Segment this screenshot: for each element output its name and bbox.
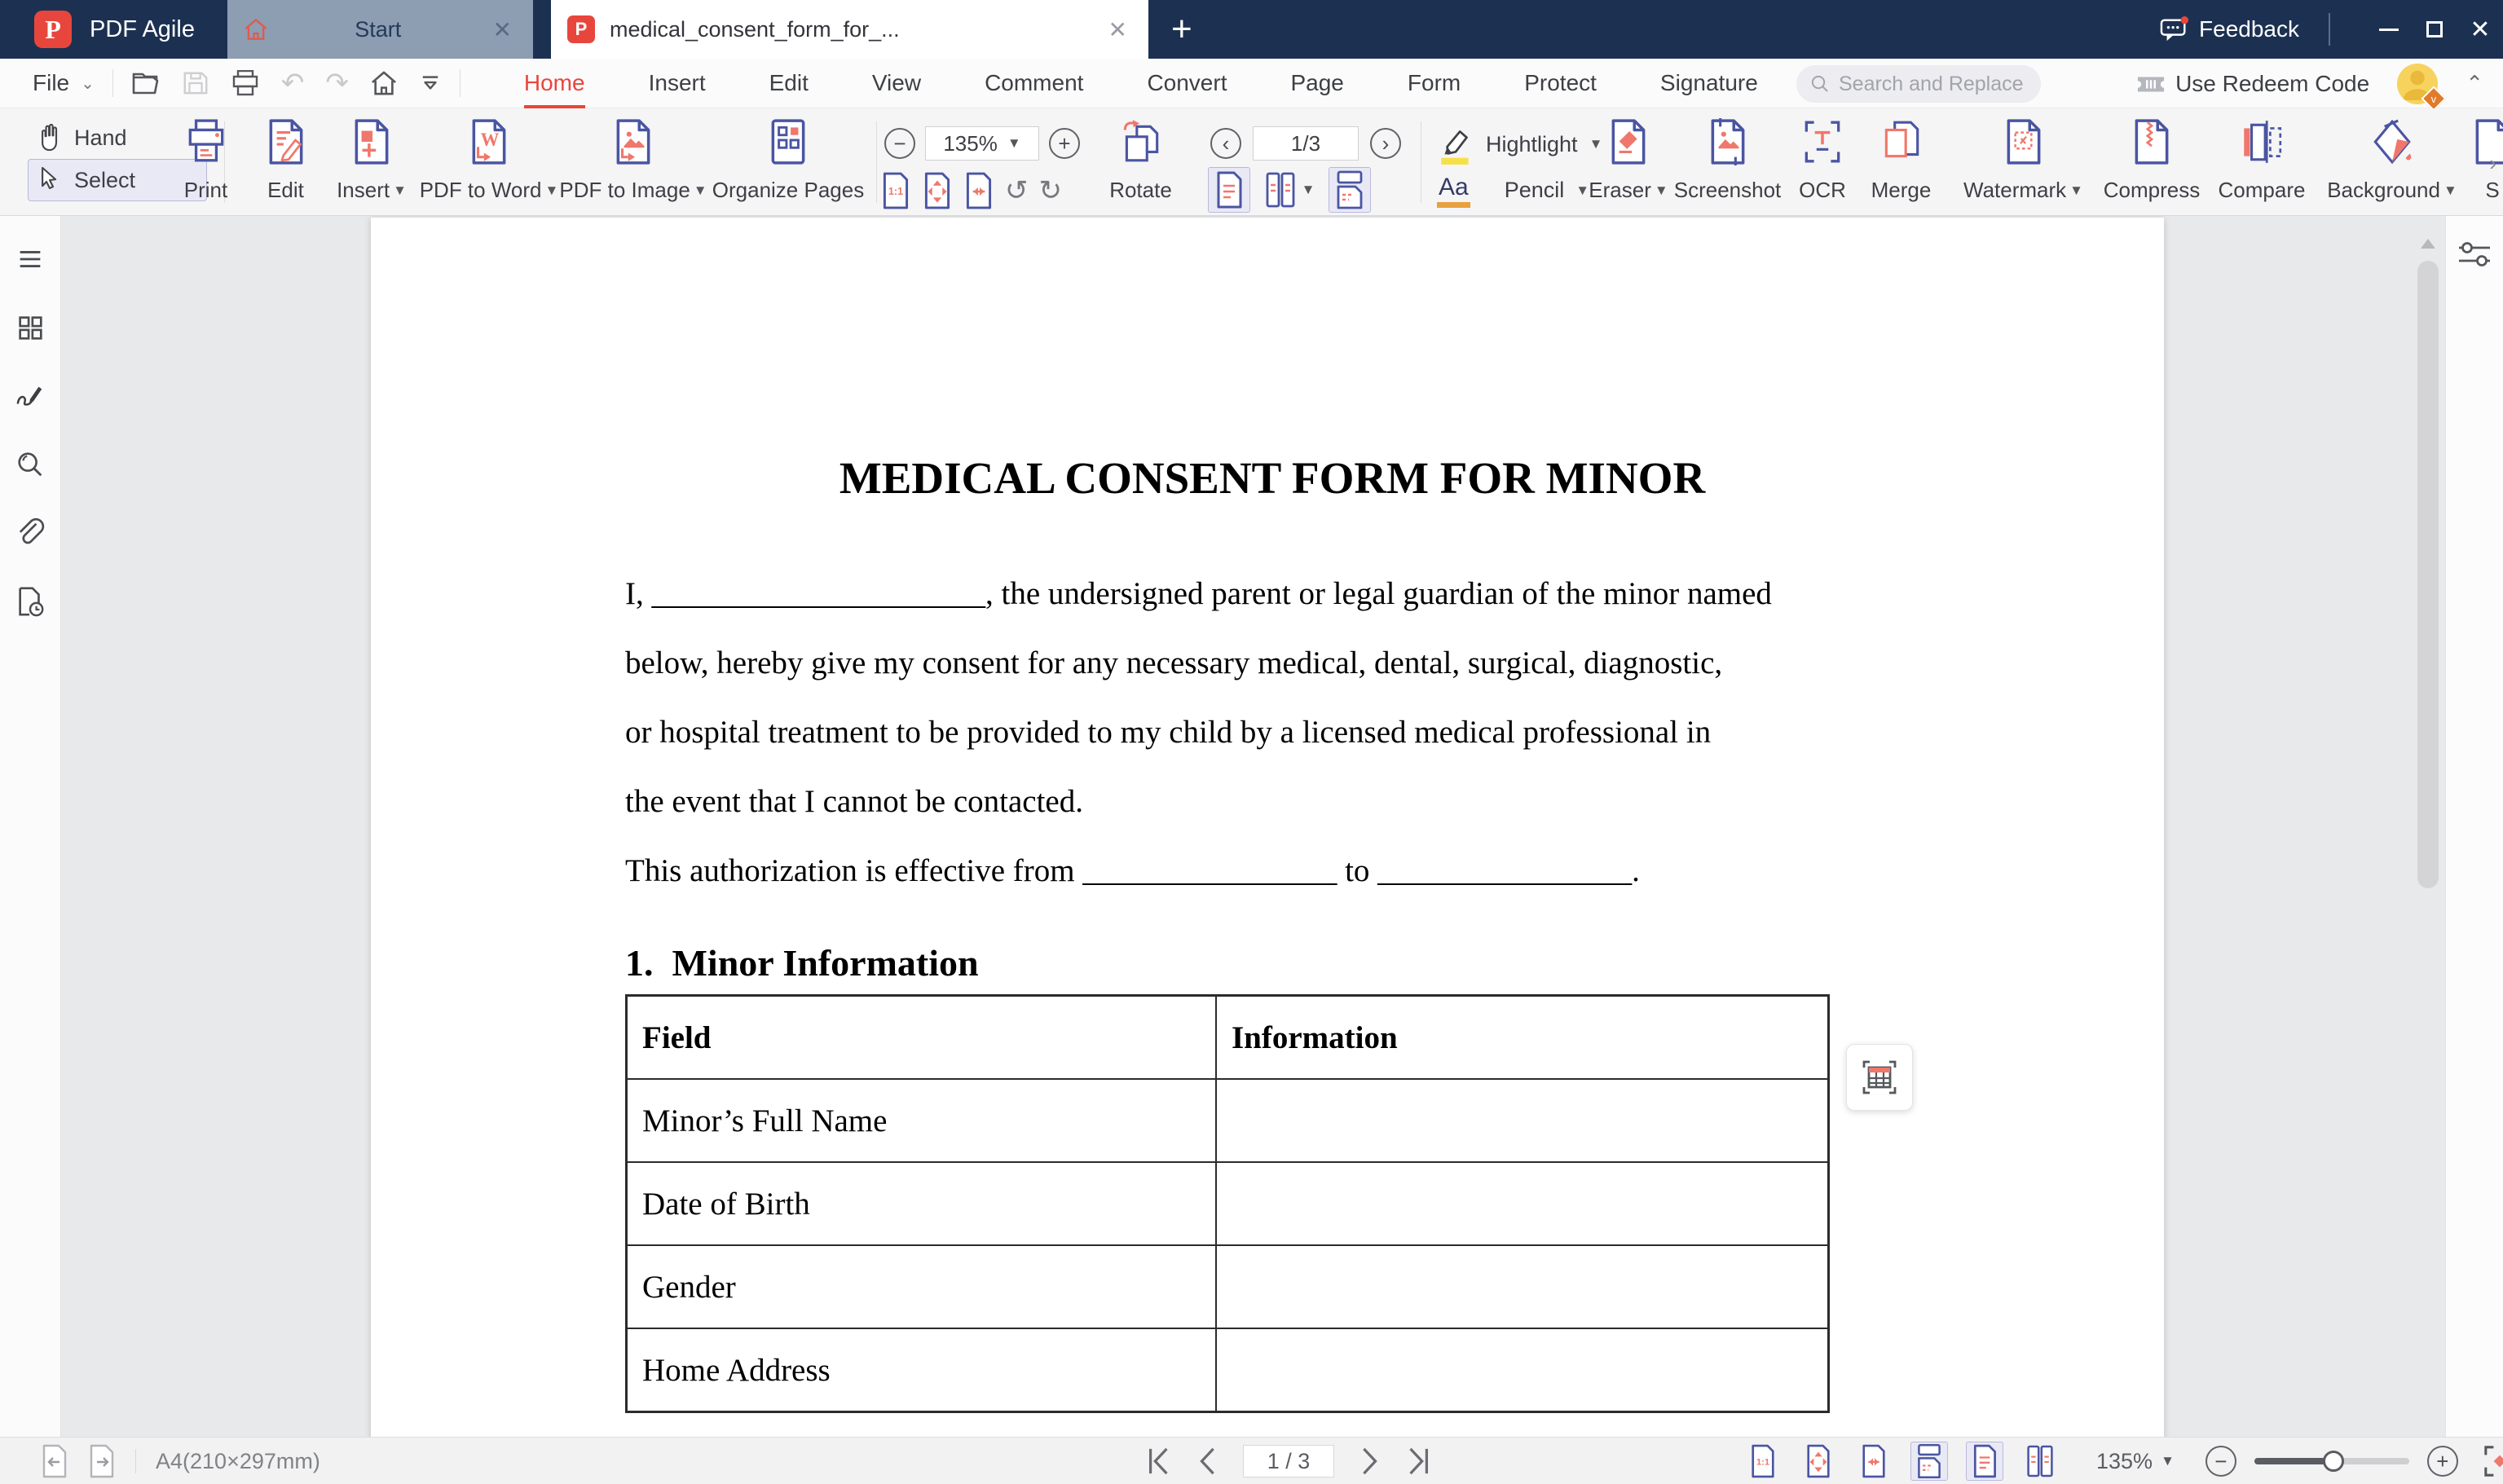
select-tool-label: Select <box>74 167 136 192</box>
status-bar <box>0 1437 2503 1484</box>
single-page-icon <box>1970 1443 1999 1479</box>
pdf-to-image-button[interactable] <box>559 118 707 206</box>
dropdown-arrow-icon: ▼ <box>544 182 559 198</box>
right-panel <box>2445 216 2503 1437</box>
watermark-icon <box>2003 118 2045 165</box>
compare-button[interactable] <box>2213 118 2311 206</box>
scroll-up-icon[interactable] <box>2421 239 2435 249</box>
eraser-button[interactable] <box>1588 118 1669 206</box>
more-tools-chevron-icon[interactable]: › <box>2489 151 2496 175</box>
paragraph-line: This authorization is effective from ________________ to ________________. <box>625 853 1640 888</box>
single-page-view-button[interactable] <box>1966 1442 2003 1481</box>
highlight-button[interactable] <box>1437 123 1602 165</box>
merge-button[interactable] <box>1862 118 1940 206</box>
organize-pages-label: Organize Pages <box>712 178 865 202</box>
insert-label: Insert <box>337 178 390 202</box>
pdf-to-word-label: PDF to Word <box>419 178 542 202</box>
collapse-ribbon-icon[interactable]: ⌃ <box>2466 71 2483 95</box>
table-cell-label: Gender <box>628 1246 1217 1328</box>
section-heading: 1. Minor Information <box>625 942 979 984</box>
zoom-slider[interactable] <box>2254 1458 2409 1464</box>
app-name: PDF Agile <box>90 15 195 42</box>
menu-tab-page[interactable]: Page <box>1290 70 1344 95</box>
watermark-button[interactable] <box>1960 118 2087 206</box>
pdf-to-image-label: PDF to Image <box>559 178 690 202</box>
home-button[interactable] <box>370 70 398 96</box>
rotate-left-icon[interactable]: ↺ <box>1005 175 1029 206</box>
watermark-label: Watermark <box>1963 178 2067 202</box>
redeem-code-label: Use Redeem Code <box>2175 70 2370 96</box>
fit-page-icon[interactable] <box>922 172 953 209</box>
menu-tabs <box>524 59 1758 108</box>
last-page-icon[interactable] <box>1404 1446 1432 1477</box>
menu-tab-home[interactable]: Home <box>524 59 585 108</box>
save-button[interactable] <box>182 70 209 96</box>
dropdown-arrow-icon: ▼ <box>1589 136 1603 152</box>
document-paragraph <box>625 559 1919 905</box>
ribbon-toolbar <box>0 108 2503 216</box>
tab-document[interactable] <box>551 0 1148 59</box>
search-panel-icon[interactable] <box>15 449 46 480</box>
feedback-label: Feedback <box>2199 16 2299 42</box>
zoom-in-button[interactable]: + <box>2427 1446 2458 1477</box>
font-style-button[interactable]: Aa <box>1437 174 1470 208</box>
fit-width-icon[interactable] <box>963 172 994 209</box>
redeem-code-button[interactable] <box>2136 71 2369 97</box>
table-tools-button[interactable] <box>1846 1044 1913 1111</box>
dropdown-arrow-icon: ▼ <box>1301 182 1315 197</box>
redo-button[interactable]: ↷ <box>325 68 349 99</box>
next-page-button[interactable]: › <box>1370 128 1401 159</box>
next-view-icon[interactable] <box>88 1444 116 1478</box>
dropdown-arrow-icon: ▼ <box>393 182 407 198</box>
menu-tab-edit[interactable]: Edit <box>769 70 809 95</box>
membership-badge-icon: v <box>2421 86 2447 111</box>
zoom-level-box[interactable] <box>925 126 1039 161</box>
dropdown-arrow-icon: ▼ <box>1654 182 1668 198</box>
separator <box>876 121 877 203</box>
previous-view-icon[interactable] <box>41 1444 68 1478</box>
paragraph-line: the event that I cannot be contacted. <box>625 784 1083 819</box>
file-menu[interactable] <box>33 70 95 96</box>
zoom-in-button[interactable]: + <box>1049 128 1080 159</box>
home-icon <box>244 17 268 42</box>
next-page-icon[interactable] <box>1355 1446 1383 1477</box>
paragraph-line: I, _____________________, the undersigned parent or legal guardian of the minor named <box>625 576 1772 611</box>
dropdown-arrow-icon: ▼ <box>2069 182 2083 198</box>
table-row <box>628 1078 1827 1161</box>
background-label: Background <box>2327 178 2440 202</box>
dropdown-arrow-icon: ▼ <box>2443 182 2457 198</box>
zoom-out-button[interactable]: − <box>2206 1446 2236 1477</box>
undo-button[interactable]: ↶ <box>280 68 305 99</box>
table-row <box>628 1328 1827 1411</box>
screenshot-icon <box>1707 118 1749 165</box>
first-page-icon[interactable] <box>1145 1446 1173 1477</box>
minimize-icon <box>2379 29 2399 31</box>
dropdown-arrow-icon: ▼ <box>2161 1453 2175 1469</box>
actual-size-button[interactable] <box>1744 1442 1782 1481</box>
table-cell-label: Home Address <box>628 1329 1217 1411</box>
tab-start[interactable] <box>227 0 533 59</box>
paragraph-line: below, hereby give my consent for any necessary medical, dental, surgical, diagnostic, <box>625 645 1723 680</box>
scrollbar-thumb[interactable] <box>2417 261 2439 888</box>
previous-page-icon[interactable] <box>1194 1446 1222 1477</box>
table-cell-value <box>1217 1329 1827 1411</box>
dropdown-arrow-icon: ▼ <box>693 182 707 198</box>
printer-icon <box>185 118 227 165</box>
zoom-level-value: 135% <box>943 130 998 156</box>
ocr-icon <box>1801 118 1844 165</box>
menu-tab-form[interactable]: Form <box>1407 70 1461 95</box>
insert-document-icon <box>350 118 393 165</box>
print-label: Print <box>183 178 228 202</box>
table-cell-label: Date of Birth <box>628 1163 1217 1244</box>
hand-icon <box>37 123 63 152</box>
previous-page-button[interactable]: ‹ <box>1210 128 1241 159</box>
menu-tab-protect[interactable]: Protect <box>1524 70 1597 95</box>
close-icon: ✕ <box>2470 15 2491 43</box>
highlighter-icon <box>1437 123 1474 165</box>
two-page-view-button[interactable] <box>1258 167 1320 213</box>
user-avatar[interactable] <box>2397 64 2438 104</box>
background-icon <box>2371 118 2413 165</box>
save-icon <box>182 70 209 96</box>
ticket-icon <box>2136 72 2166 96</box>
table-header-field: Field <box>628 997 1217 1078</box>
table-row <box>628 1161 1827 1244</box>
left-sidebar <box>0 216 61 1437</box>
titlebar-separator <box>2329 13 2330 46</box>
properties-sliders-icon[interactable] <box>2457 240 2492 268</box>
zoom-level-dropdown[interactable] <box>2096 1449 2175 1474</box>
fit-width-button[interactable] <box>1855 1442 1893 1481</box>
zoom-slider-handle[interactable] <box>2323 1451 2344 1472</box>
open-file-button[interactable] <box>131 70 161 96</box>
compress-icon <box>2131 118 2173 165</box>
page-indicator-box[interactable] <box>1243 1445 1334 1477</box>
fit-width-icon <box>1860 1444 1888 1478</box>
eraser-label: Eraser <box>1589 178 1651 202</box>
close-button[interactable] <box>2457 0 2503 59</box>
print-button[interactable] <box>167 118 245 206</box>
ocr-button[interactable] <box>1790 118 1855 206</box>
table-cell-value <box>1217 1246 1827 1328</box>
cursor-icon <box>37 165 63 195</box>
menu-bar <box>0 59 2503 108</box>
zoom-level-value: 135% <box>2096 1448 2153 1473</box>
dropdown-arrow-icon: ▼ <box>1575 182 1590 198</box>
minor-information-table <box>625 994 1830 1413</box>
attachments-panel-icon[interactable] <box>15 517 46 548</box>
highlight-label: Hightlight <box>1486 131 1578 156</box>
feedback-button[interactable] <box>2160 15 2299 43</box>
merge-icon <box>1880 118 1923 165</box>
fit-page-button[interactable] <box>1800 1442 1837 1481</box>
screenshot-button[interactable] <box>1672 118 1783 206</box>
rotate-label: Rotate <box>1109 178 1172 202</box>
page-number-value: 1/3 <box>1290 130 1321 156</box>
continuous-scroll-icon <box>1333 170 1366 209</box>
feedback-icon <box>2160 15 2189 43</box>
rotate-button[interactable] <box>1102 118 1179 206</box>
history-panel-icon[interactable] <box>15 586 46 617</box>
edit-button[interactable] <box>251 118 320 206</box>
overflow-tool-label: S <box>2485 178 2500 202</box>
menu-tab-view[interactable]: View <box>871 70 922 95</box>
tab-start-label: Start <box>355 16 402 42</box>
separator <box>112 69 113 97</box>
two-page-view-button[interactable] <box>2021 1442 2059 1481</box>
table-header-information: Information <box>1232 1019 1398 1055</box>
continuous-scroll-view-button[interactable] <box>1910 1442 1948 1481</box>
document-title: MEDICAL CONSENT FORM FOR MINOR <box>839 453 1706 503</box>
continuous-scroll-view-button[interactable] <box>1329 167 1371 213</box>
app-logo-icon: P <box>34 11 72 48</box>
tab-document-label: medical_consent_form_for_... <box>609 16 900 42</box>
page-size-label: A4(210×297mm) <box>156 1448 320 1473</box>
compare-icon <box>2241 118 2283 165</box>
menu-tab-comment[interactable]: Comment <box>985 70 1084 95</box>
pdf-to-word-icon <box>468 118 510 165</box>
maximize-button[interactable] <box>2412 0 2457 59</box>
pdf-to-image-icon <box>612 118 654 165</box>
tab-document-close-icon[interactable]: ✕ <box>1108 16 1127 42</box>
table-cell-value <box>1217 1080 1827 1161</box>
page-number-box[interactable] <box>1253 126 1359 161</box>
outline-panel-icon[interactable] <box>15 244 46 275</box>
single-page-view-button[interactable] <box>1208 167 1250 213</box>
new-tab-button[interactable]: + <box>1170 9 1192 50</box>
table-cell-label: Minor’s Full Name <box>628 1080 1217 1161</box>
search-input[interactable] <box>1839 73 2026 96</box>
chevron-down-icon: ⌄ <box>81 74 95 93</box>
title-bar <box>0 0 2503 59</box>
rotate-pages-icon <box>1119 118 1163 165</box>
screenshot-label: Screenshot <box>1673 178 1782 202</box>
document-icon <box>2471 118 2503 165</box>
chevron-bar-icon <box>419 73 442 93</box>
fullscreen-button[interactable] <box>2483 1444 2503 1478</box>
fullscreen-icon <box>2483 1444 2503 1478</box>
rotate-right-icon[interactable]: ↻ <box>1038 175 1062 206</box>
edit-label: Edit <box>267 178 304 202</box>
menu-tab-signature[interactable]: Signature <box>1659 70 1758 95</box>
compare-label: Compare <box>2218 178 2306 202</box>
vertical-scrollbar[interactable] <box>2414 216 2442 1437</box>
paragraph-line: or hospital treatment to be provided to my child by a licensed medical professional in <box>625 715 1712 750</box>
home-icon <box>370 70 398 96</box>
ocr-label: OCR <box>1799 178 1846 202</box>
file-menu-label: File <box>33 70 70 95</box>
menu-tab-convert[interactable]: Convert <box>1147 70 1227 95</box>
table-cell-value <box>1217 1163 1827 1244</box>
two-page-icon <box>1264 170 1297 209</box>
table-row <box>628 1244 1827 1328</box>
quick-print-button[interactable] <box>231 70 260 96</box>
compress-label: Compress <box>2103 178 2201 202</box>
maximize-icon <box>2426 21 2443 37</box>
continuous-scroll-icon <box>1915 1443 1944 1479</box>
zoom-out-button[interactable]: − <box>884 128 915 159</box>
separator <box>135 1449 136 1473</box>
tab-start-close-icon[interactable]: ✕ <box>492 16 512 42</box>
customize-toolbar-button[interactable] <box>419 73 442 93</box>
organize-pages-button[interactable] <box>711 118 866 206</box>
compress-button[interactable] <box>2103 118 2201 206</box>
background-button[interactable] <box>2327 118 2457 206</box>
table-select-icon <box>1860 1058 1899 1097</box>
actual-size-icon <box>1749 1444 1777 1478</box>
organize-pages-icon <box>767 118 809 165</box>
overflow-tool-button[interactable] <box>2468 118 2503 206</box>
menu-tab-insert[interactable]: Insert <box>648 70 706 95</box>
zoom-slider-fill <box>2254 1458 2333 1464</box>
single-page-icon <box>1213 170 1245 209</box>
hand-tool-label: Hand <box>74 125 127 150</box>
printer-icon <box>231 70 260 96</box>
eraser-icon <box>1607 118 1650 165</box>
document-viewport[interactable] <box>61 216 2445 1437</box>
fit-page-icon <box>1805 1444 1832 1478</box>
dropdown-arrow-icon: ▼ <box>1007 135 1021 151</box>
merge-label: Merge <box>1871 178 1932 202</box>
pdf-to-word-button[interactable] <box>419 118 559 206</box>
signature-panel-icon[interactable] <box>15 381 46 412</box>
edit-document-icon <box>265 118 307 165</box>
two-page-icon <box>2025 1443 2055 1479</box>
search-bar[interactable] <box>1796 65 2041 103</box>
insert-button[interactable] <box>326 118 417 206</box>
actual-size-icon[interactable] <box>880 172 911 209</box>
page-indicator-value: 1 / 3 <box>1267 1448 1311 1473</box>
minimize-button[interactable] <box>2366 0 2412 59</box>
thumbnails-panel-icon[interactable] <box>15 312 46 343</box>
search-icon <box>1809 73 1831 95</box>
pdf-page[interactable] <box>371 218 2164 1437</box>
open-folder-icon <box>131 70 161 96</box>
pencil-button[interactable]: Pencil <box>1504 178 1565 203</box>
pdf-file-icon: P <box>567 15 595 43</box>
